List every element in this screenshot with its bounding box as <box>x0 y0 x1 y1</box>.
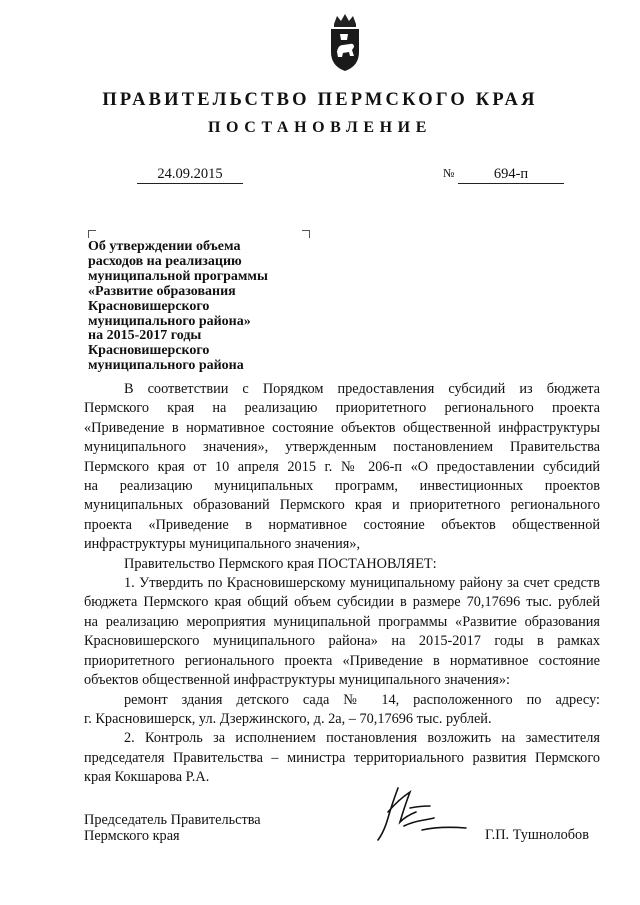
body-line: ремонт здания детского сада № 14, расположенного по адресу: <box>124 691 600 708</box>
body-line: инфраструктуры муниципального значения», <box>84 536 361 553</box>
body-line: Пермского края на реализацию приоритетного регионального проекта <box>84 400 600 417</box>
subject-line: расходов на реализацию <box>88 253 242 269</box>
subject-line: муниципальной программы <box>88 268 268 284</box>
body-line: бюджета Пермского края общий объем субсидии в размере 70,17696 тыс. рублей <box>84 594 600 611</box>
subject-bracket-right <box>302 230 310 238</box>
body-line: муниципальных образований Пермского края и приоритетного регионального <box>84 497 600 514</box>
body-line: «Приведение в нормативное состояние объектов общественной инфраструктуры <box>84 419 600 436</box>
body-line: муниципального значения», утвержденным постановлением Правительства <box>84 439 600 456</box>
body-line: проекта «Приведение в нормативное состояние объектов общественной <box>84 516 600 533</box>
signer-position-line: Председатель Правительства <box>84 812 261 828</box>
document-body <box>84 380 600 788</box>
signer-name: Г.П. Тушнолобов <box>485 827 589 843</box>
document-type-title: ПОСТАНОВЛЕНИЕ <box>208 119 432 136</box>
body-line: Пермского края от 10 апреля 2015 г. № 206-п «О предоставлении субсидий <box>84 458 600 475</box>
resolves-line: Правительство Пермского края ПОСТАНОВЛЯЕТ: <box>124 555 437 572</box>
body-line: председателя Правительства – министра территориального развития Пермского <box>84 749 600 766</box>
document-date: 24.09.2015 <box>137 165 243 184</box>
subject-line: Красновишерского <box>88 298 210 314</box>
document-number: 694-п <box>458 165 564 184</box>
body-line: приоритетного регионального проекта «Приведение в нормативное состояние <box>84 652 600 669</box>
signer-position-line: Пермского края <box>84 827 180 844</box>
subject-line: Об утверждении объема <box>88 239 241 254</box>
subject-line: муниципального района <box>88 358 244 374</box>
signer-position <box>84 813 261 844</box>
body-line: на реализацию муниципальных программ, инвестиционных проектов <box>84 478 600 495</box>
body-line: Красновишерского муниципального района» на 2015-2017 годы в рамках <box>84 633 600 650</box>
subject-line: муниципального района» <box>88 313 251 329</box>
signature-icon <box>370 782 490 846</box>
body-line: 2. Контроль за исполнением постановления возложить на заместителя <box>124 730 600 747</box>
number-sign: № <box>443 166 455 180</box>
organization-title: ПРАВИТЕЛЬСТВО ПЕРМСКОГО КРАЯ <box>102 90 538 110</box>
subject-line: Красновишерского <box>88 343 210 359</box>
subject-bracket-left <box>88 230 96 238</box>
body-line: края Кокшарова Р.А. <box>84 769 210 786</box>
body-line: объектов общественной инфраструктуры муниципального значения»: <box>84 672 510 689</box>
body-line: г. Красновишерск, ул. Дзержинского, д. 2а, – 70,17696 тыс. рублей. <box>84 710 492 727</box>
document-subject <box>88 240 313 374</box>
body-line: 1. Утвердить по Красновишерскому муниципальному району за счет средств <box>124 575 600 592</box>
subject-line: «Развитие образования <box>88 283 236 299</box>
coat-of-arms-icon <box>328 12 362 72</box>
body-line: на реализацию мероприятия муниципальной программы «Развитие образования <box>84 613 600 630</box>
subject-line: на 2015-2017 годы <box>88 328 202 344</box>
body-line: В соответствии с Порядком предоставления субсидий из бюджета <box>124 381 600 397</box>
